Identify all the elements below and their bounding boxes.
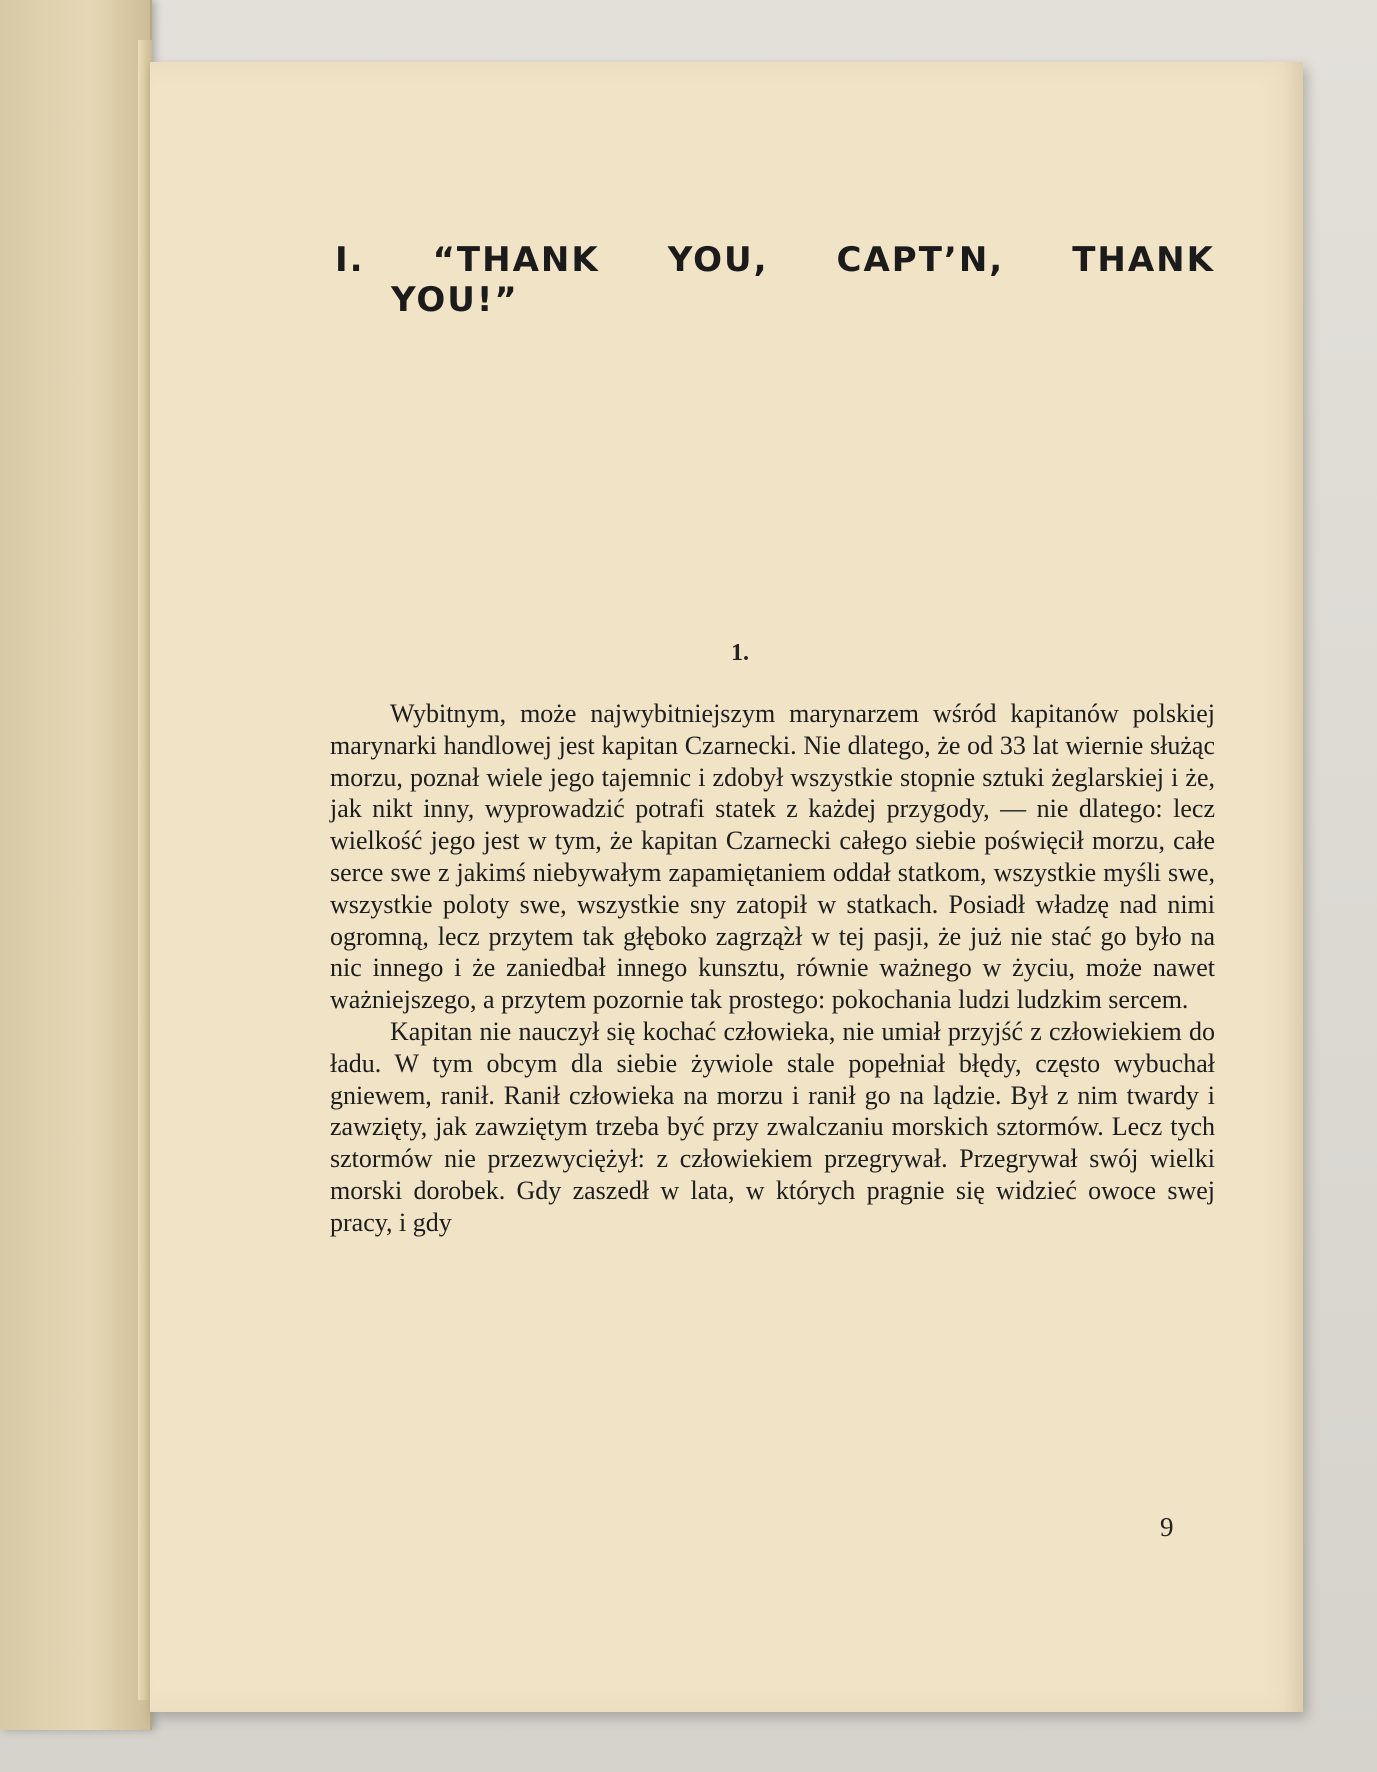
page-shadow — [1283, 62, 1303, 1712]
paragraph: Wybitnym, może najwybitniejszym marynarzem wśród kapitanów polskiej marynarki handlowej jest kapitan Czarnecki. Nie dlatego, że od 33 lat wiernie służąc morzu, poznał wiele jego tajemnic i zdobył wszystkie stopnie sztuki żeglarskiej i że, jak nikt inny, wyprowadzić potrafi statek z każdej przygody, — nie dlatego: lecz wielkość jego jest w tym, że kapitan Czarnecki całego siebie poświęcił morzu, całe serce swe z jakimś niebywałym zapamiętaniem oddał statkom, wszystkie myśli swe, wszystkie poloty swe, wszystkie sny zatopił w statkach. Posiadł władzę nad nimi ogromną, lecz przytem tak głęboko zagrząz̀ł w tej pasji, że już nie stać go było na nic innego i że zaniedbał innego kunsztu, równie ważnego w życiu, może nawet ważniejszego, a przytem pozornie tak prostego: pokochania ludzi ludzkim sercem. — [330, 699, 1215, 1015]
page-number: 9 — [1160, 1512, 1174, 1542]
title-word: CAPT’N, — [836, 240, 1005, 280]
book-page — [150, 62, 1303, 1712]
body-text — [330, 698, 1215, 1239]
title-word: THANK — [1072, 240, 1215, 280]
title-word: “THANK — [432, 240, 600, 280]
title-word: YOU, — [667, 240, 769, 280]
paragraph: Kapitan nie nauczył się kochać człowieka, nie umiał przyjść z człowiekiem do ładu. W tym obcym dla siebie żywiole stale popełniał błędy, często wybuchał gniewem, ranił. Ranił człowieka na morzu i ranił go na lądzie. Był z nim twardy i zawzięty, jak zawziętym trzeba być przy zwalczaniu morskich sztormów. Lecz tych sztormów nie przezwyciężył: z człowiekiem przegrywał. Przegrywał swój wielki morski dorobek. Gdy zaszedł w lata, w których pragnie się widzieć owoce swej pracy, i gdy — [330, 1016, 1215, 1237]
left-page — [0, 0, 152, 1730]
chapter-title-line1 — [335, 240, 1215, 280]
section-number: 1. — [731, 640, 749, 666]
chapter-title-line2: YOU!” — [391, 280, 519, 320]
chapter-number: I. — [335, 240, 365, 280]
chapter-title — [335, 240, 1215, 320]
